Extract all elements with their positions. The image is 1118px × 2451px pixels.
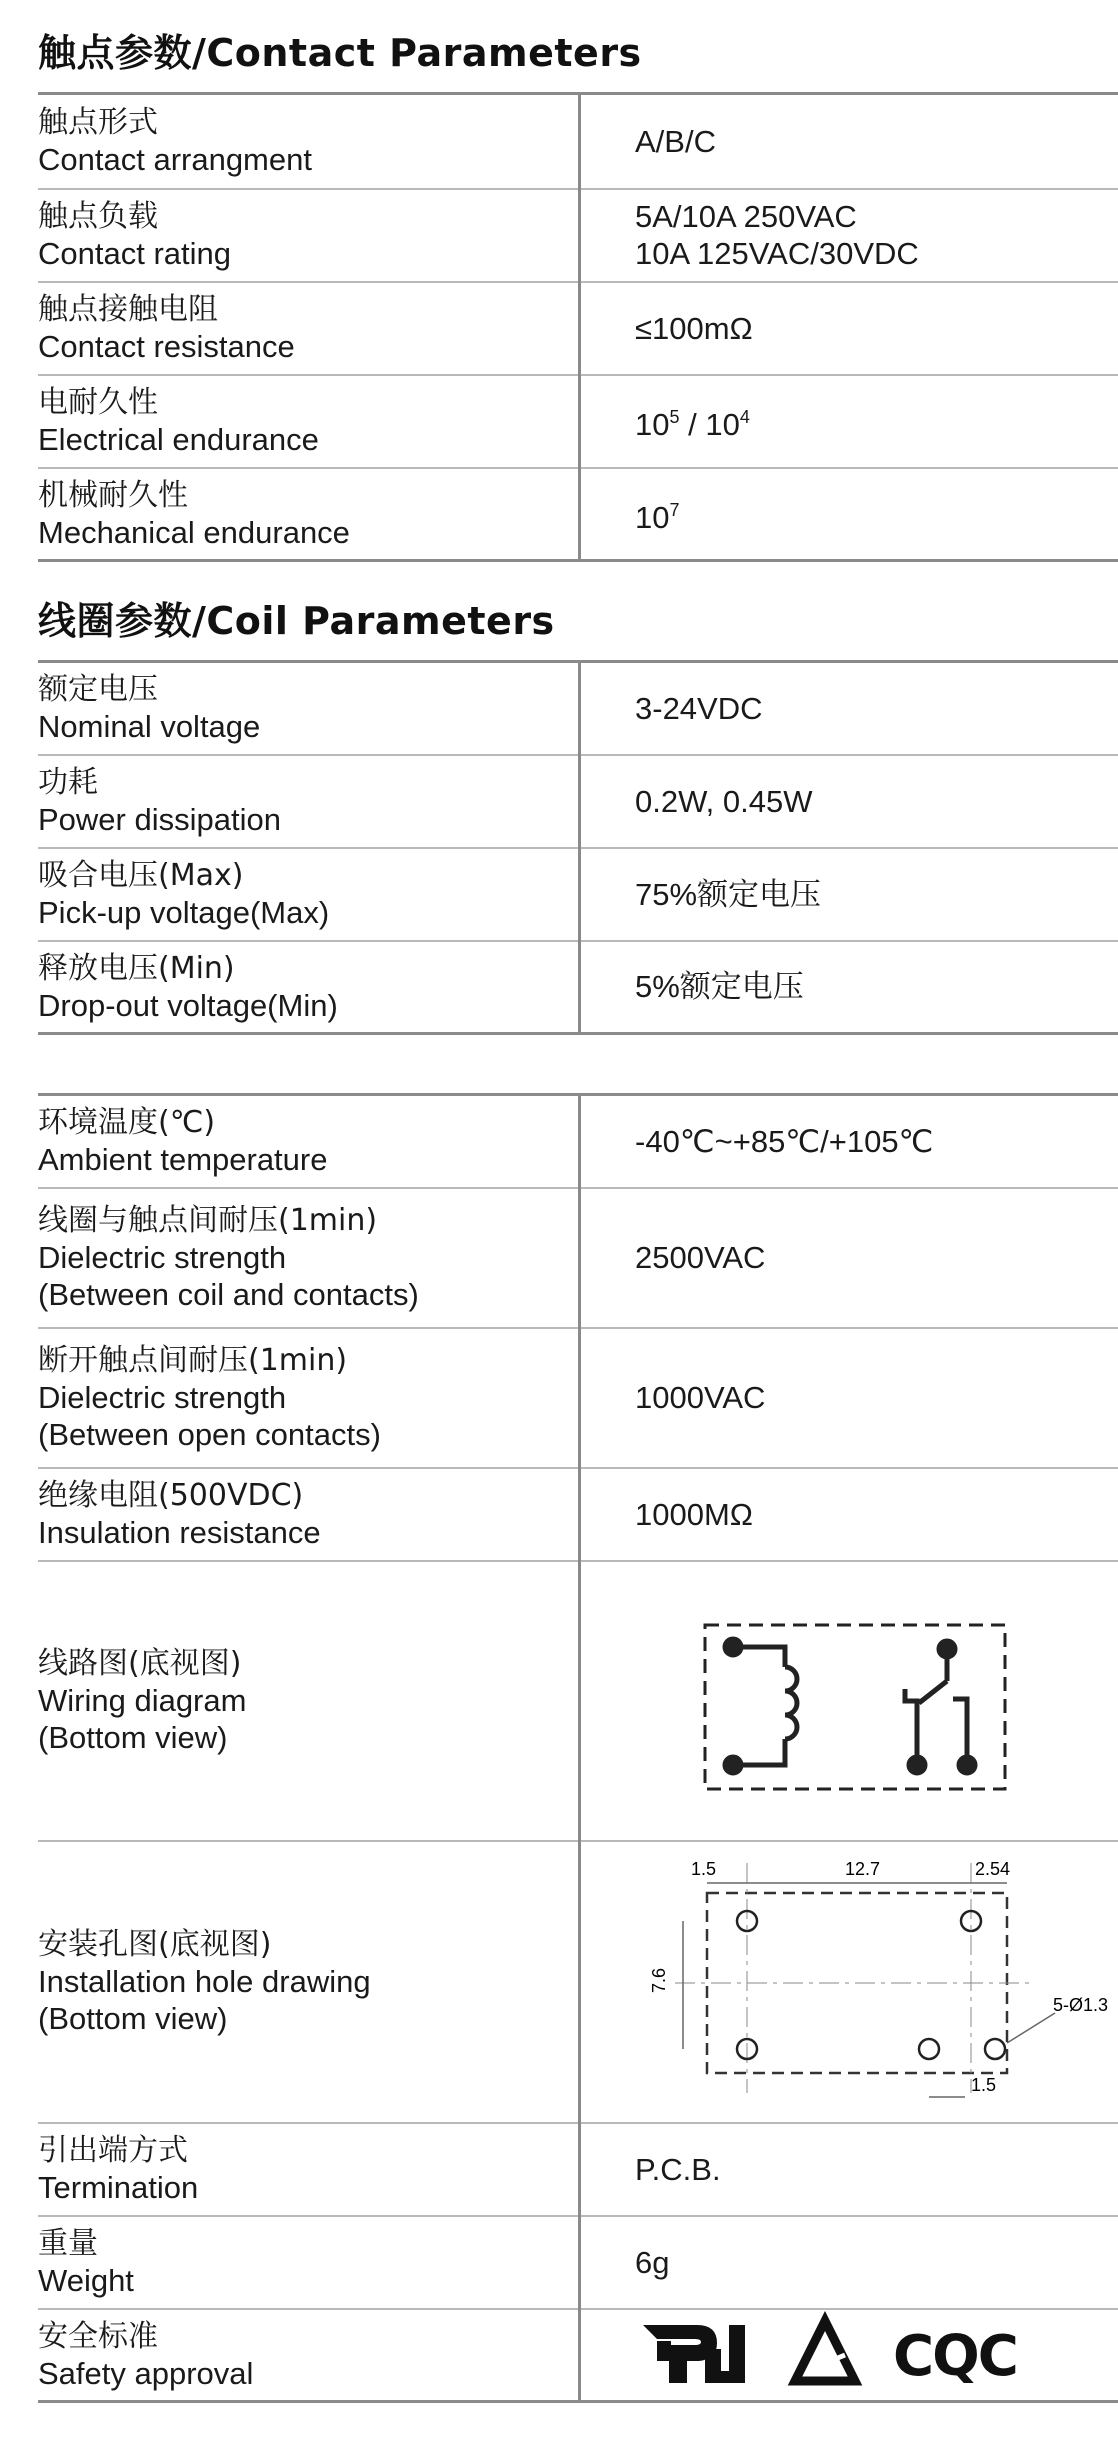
row-label-cn: 额定电压 bbox=[38, 672, 158, 708]
row-label-cn: 线圈与触点间耐压(1min) bbox=[38, 1203, 378, 1238]
coil-symbol bbox=[725, 1639, 797, 1773]
dim-label: 1.5 bbox=[971, 2074, 997, 2095]
value-base: 10 bbox=[635, 499, 670, 535]
row-label-en: Weight bbox=[38, 2263, 134, 2298]
row-label-cn: 线路图(底视图) bbox=[38, 1646, 242, 1681]
row-label-en: Pick-up voltage(Max) bbox=[38, 895, 330, 930]
dim-label: 5-Ø1.3 bbox=[1053, 1994, 1109, 2015]
table-row bbox=[38, 1095, 1118, 1188]
table-row bbox=[38, 189, 1118, 282]
row-label-en: Wiring diagram bbox=[38, 1683, 247, 1718]
coil-parameters-table bbox=[38, 660, 1118, 1035]
value-base: 10 bbox=[635, 407, 670, 442]
row-value: P.C.B. bbox=[580, 2123, 1118, 2216]
row-label-cn: 安装孔图(底视图) bbox=[38, 1927, 272, 1962]
installation-hole-drawing bbox=[635, 1843, 1118, 2113]
table-row bbox=[38, 1468, 1118, 1561]
row-label-en: Installation hole drawing bbox=[38, 1964, 371, 1999]
section-gap bbox=[38, 1035, 1118, 1093]
row-value bbox=[580, 375, 1118, 468]
row-label-cn: 触点接触电阻 bbox=[38, 292, 218, 327]
table-row bbox=[38, 375, 1118, 468]
row-label-cn: 吸合电压(Max) bbox=[38, 858, 244, 893]
row-label-en: Nominal voltage bbox=[38, 709, 261, 745]
row-value: 6g bbox=[580, 2216, 1118, 2309]
table-row bbox=[38, 755, 1118, 848]
table-row bbox=[38, 468, 1118, 561]
table-row bbox=[38, 1841, 1118, 2123]
tuv-triangle-logo bbox=[795, 2321, 855, 2381]
row-label-en: Contact arrangment bbox=[38, 142, 312, 178]
row-label-en: Termination bbox=[38, 2170, 199, 2205]
row-label-en: Drop-out voltage(Min) bbox=[38, 987, 338, 1023]
row-value: 2500VAC bbox=[580, 1188, 1118, 1328]
row-label-cn: 引出端方式 bbox=[38, 2133, 188, 2168]
table-row bbox=[38, 848, 1118, 941]
ul-logo bbox=[643, 2325, 745, 2383]
dim-label: 2.54 bbox=[975, 1858, 1011, 1879]
row-label-en-note: (Between coil and contacts) bbox=[38, 1277, 419, 1312]
table-row bbox=[38, 2123, 1118, 2216]
cqc-logo: CQC bbox=[893, 2323, 1017, 2389]
row-value: 1000MΩ bbox=[580, 1468, 1118, 1561]
row-label-cn: 环境温度(℃) bbox=[38, 1105, 216, 1141]
row-label-cn: 机械耐久性 bbox=[38, 477, 188, 513]
table-row bbox=[38, 1188, 1118, 1328]
row-label-cn: 电耐久性 bbox=[38, 385, 158, 420]
row-label-en: Ambient temperature bbox=[38, 1142, 328, 1178]
tuv-triangle-mark bbox=[811, 2355, 845, 2369]
other-parameters-table bbox=[38, 1093, 1118, 2403]
row-label-en: Contact rating bbox=[38, 236, 231, 271]
value-exponent: 7 bbox=[669, 499, 680, 520]
dim-label: 7.6 bbox=[649, 1967, 669, 1993]
row-label-cn: 触点形式 bbox=[38, 105, 158, 141]
dim-label: 1.5 bbox=[691, 1858, 717, 1879]
value-exponent: 5 bbox=[669, 407, 680, 427]
safety-logos bbox=[580, 2309, 1118, 2402]
value-base: 10 bbox=[705, 407, 740, 442]
row-value: A/B/C bbox=[635, 123, 716, 159]
row-label-en-note: (Bottom view) bbox=[38, 2001, 228, 2036]
row-label-en: Electrical endurance bbox=[38, 422, 319, 457]
row-value: ≤100mΩ bbox=[580, 282, 1118, 375]
row-value bbox=[580, 468, 1118, 561]
contact-parameters-table bbox=[38, 92, 1118, 562]
row-label-cn: 重量 bbox=[38, 2226, 98, 2261]
row-value: 5A/10A 250VAC bbox=[635, 199, 857, 234]
row-label-cn: 功耗 bbox=[38, 765, 98, 800]
table-row bbox=[38, 941, 1118, 1034]
wiring-diagram-cell bbox=[580, 1561, 1118, 1841]
row-value: 5%额定电压 bbox=[580, 941, 1118, 1034]
row-value: 75%额定电压 bbox=[580, 848, 1118, 941]
row-label-en-note: (Bottom view) bbox=[38, 1720, 228, 1755]
table-row bbox=[38, 282, 1118, 375]
row-label-cn: 触点负载 bbox=[38, 199, 158, 234]
table-row bbox=[38, 2216, 1118, 2309]
row-label-en: Safety approval bbox=[38, 2355, 254, 2391]
row-label-cn: 断开触点间耐压(1min) bbox=[38, 1343, 348, 1378]
switch-symbol bbox=[905, 1641, 975, 1773]
value-exponent: 4 bbox=[739, 407, 750, 427]
wiring-diagram bbox=[635, 1577, 1115, 1817]
table-row bbox=[38, 1561, 1118, 1841]
contact-section-title: 触点参数/Contact Parameters bbox=[38, 31, 642, 75]
row-label-en: Contact resistance bbox=[38, 329, 295, 364]
row-label-en: Insulation resistance bbox=[38, 1515, 321, 1550]
row-value: 1000VAC bbox=[580, 1328, 1118, 1468]
row-label-en: Dielectric strength bbox=[38, 1380, 287, 1415]
row-label-en-note: (Between open contacts) bbox=[38, 1417, 381, 1452]
coil-section-title: 线圈参数/Coil Parameters bbox=[38, 599, 555, 643]
row-label-en: Dielectric strength bbox=[38, 1240, 287, 1275]
row-value: 0.2W, 0.45W bbox=[580, 755, 1118, 848]
row-value: 3-24VDC bbox=[635, 690, 763, 726]
row-value: -40℃~+85℃/+105℃ bbox=[635, 1123, 934, 1159]
hole-drawing-cell bbox=[580, 1841, 1118, 2123]
spec-sheet bbox=[38, 0, 1118, 2403]
row-value: 10A 125VAC/30VDC bbox=[635, 236, 919, 271]
value-separator: / bbox=[679, 407, 706, 442]
table-row bbox=[38, 94, 1118, 189]
row-label-cn: 释放电压(Min) bbox=[38, 950, 235, 986]
row-label-cn: 绝缘电阻(500VDC) bbox=[38, 1478, 304, 1513]
dim-label: 12.7 bbox=[845, 1858, 881, 1879]
row-label-cn: 安全标准 bbox=[38, 2318, 158, 2354]
row-label-en: Mechanical endurance bbox=[38, 514, 350, 550]
row-label-en: Power dissipation bbox=[38, 802, 281, 837]
table-row bbox=[38, 662, 1118, 755]
table-row bbox=[38, 2309, 1118, 2402]
table-row bbox=[38, 1328, 1118, 1468]
